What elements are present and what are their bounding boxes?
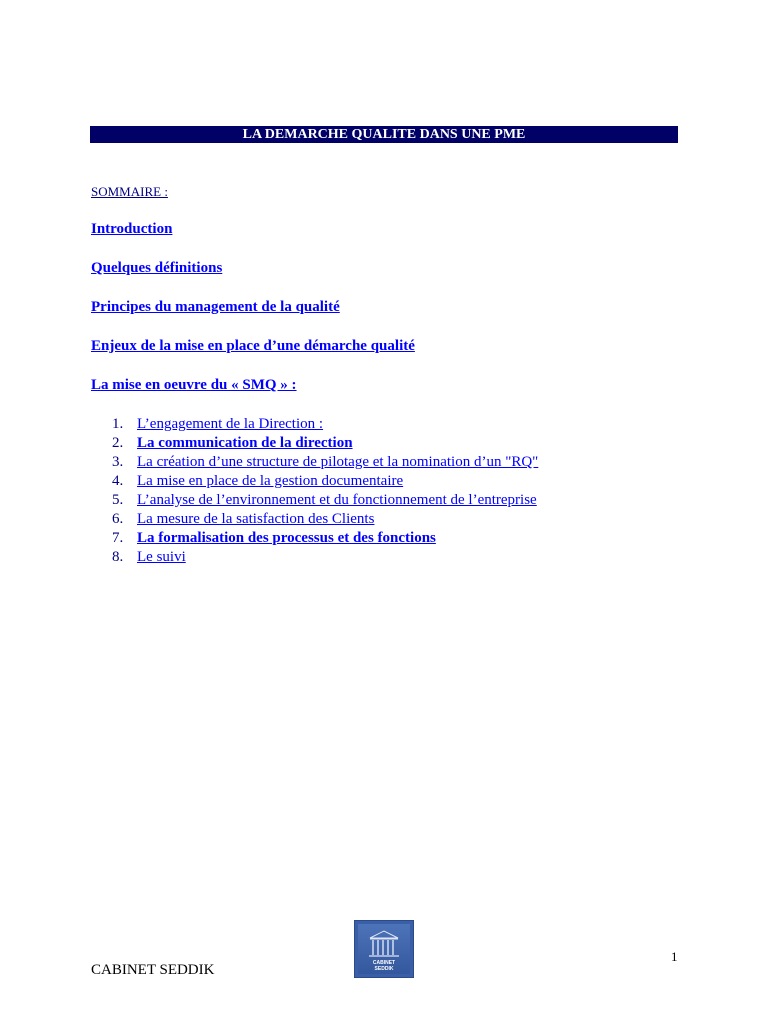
- list-item: [112, 529, 538, 548]
- sub-link-engagement[interactable]: L’engagement de la Direction :: [137, 416, 324, 432]
- list-item: [112, 415, 538, 434]
- sub-link-formalisation[interactable]: La formalisation des processus et des fonctions: [137, 530, 436, 546]
- sub-link-suivi[interactable]: Le suivi: [137, 549, 186, 565]
- sub-item-list: [112, 415, 538, 567]
- list-item-number: 5.: [112, 492, 124, 508]
- list-item-number: 8.: [112, 549, 124, 565]
- list-item: [112, 510, 538, 529]
- list-item: [112, 548, 538, 567]
- section-link-definitions[interactable]: Quelques définitions: [91, 260, 223, 276]
- footer-company-name: CABINET SEDDIK: [91, 962, 215, 978]
- list-item-number: 6.: [112, 511, 124, 527]
- list-item: [112, 434, 538, 453]
- sub-link-communication[interactable]: La communication de la direction: [137, 435, 353, 451]
- sub-link-analyse-environnement[interactable]: L’analyse de l’environnement et du fonctionnement de l’entreprise: [137, 492, 537, 508]
- list-item: [112, 491, 538, 510]
- logo-emblem: [358, 924, 410, 974]
- page-number: 1: [671, 949, 678, 964]
- section-link-enjeux[interactable]: Enjeux de la mise en place d’une démarche qualité: [91, 338, 415, 354]
- sub-link-structure-pilotage[interactable]: La création d’une structure de pilotage et la nomination d’un "RQ": [137, 454, 539, 470]
- section-link-mise-en-oeuvre[interactable]: La mise en oeuvre du « SMQ » :: [91, 377, 297, 393]
- sub-link-satisfaction-clients[interactable]: La mesure de la satisfaction des Clients: [137, 511, 375, 527]
- sub-link-gestion-documentaire[interactable]: La mise en place de la gestion documentaire: [137, 473, 404, 489]
- sommaire-label: SOMMAIRE :: [91, 184, 168, 199]
- list-item-number: 7.: [112, 530, 124, 546]
- list-item: [112, 453, 538, 472]
- logo-text-line: SEDDIK: [374, 966, 394, 972]
- list-item-number: 4.: [112, 473, 124, 489]
- list-item-number: 1.: [112, 416, 124, 432]
- section-link-introduction[interactable]: Introduction: [91, 221, 173, 237]
- list-item: [112, 472, 538, 491]
- logo-text-line: CABINET: [372, 960, 396, 966]
- document-title: LA DEMARCHE QUALITE DANS UNE PME: [90, 126, 678, 143]
- cabinet-logo: [354, 920, 414, 978]
- list-item-number: 3.: [112, 454, 124, 470]
- section-link-principes[interactable]: Principes du management de la qualité: [91, 299, 340, 315]
- list-item-number: 2.: [112, 435, 124, 451]
